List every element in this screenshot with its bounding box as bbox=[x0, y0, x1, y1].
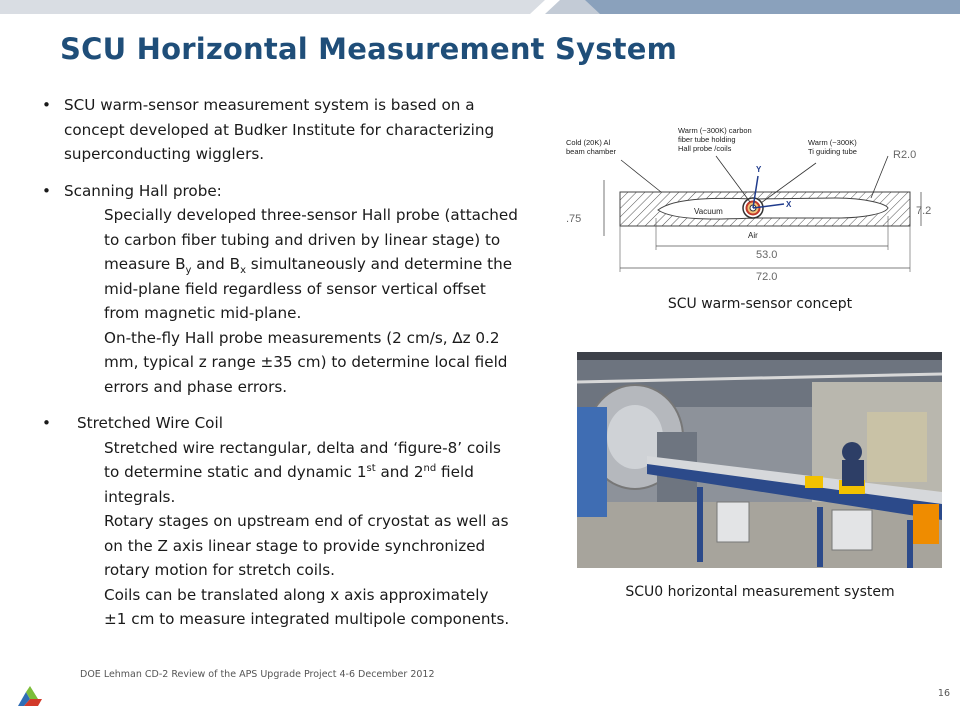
text-line bbox=[104, 252, 562, 277]
subscript: x bbox=[240, 265, 246, 277]
footer-text: DOE Lehman CD-2 Review of the APS Upgrade Project 4-6 December 2012 bbox=[80, 669, 435, 680]
text-run: to determine static and dynamic 1 bbox=[104, 463, 367, 481]
text-line: on the Z axis linear stage to provide synchronized bbox=[104, 536, 486, 555]
text-line: Stretched wire rectangular, delta and ‘figure-8’ coils bbox=[104, 438, 501, 457]
bullet-text: superconducting wigglers. bbox=[64, 145, 265, 163]
axis-x-label: X bbox=[786, 200, 792, 209]
text-line bbox=[104, 460, 562, 485]
label-air: Air bbox=[748, 231, 758, 240]
label-vacuum: Vacuum bbox=[694, 207, 723, 216]
bullet-text: concept developed at Budker Institute for characterizing bbox=[64, 120, 495, 139]
superscript: st bbox=[366, 462, 376, 474]
text-run: field bbox=[436, 463, 474, 481]
warm-sensor-diagram bbox=[566, 118, 938, 283]
slide-title: SCU Horizontal Measurement System bbox=[60, 32, 678, 66]
text-run: measure B bbox=[104, 255, 186, 273]
diagram-caption: SCU warm-sensor concept bbox=[667, 296, 853, 312]
text-line: mid-plane field regardless of sensor vertical offset bbox=[104, 279, 486, 298]
text-line: mm, typical z range ±35 cm) to determine local field bbox=[104, 353, 508, 371]
lab-photo bbox=[577, 352, 942, 568]
bullet-item-hall-probe bbox=[42, 179, 562, 400]
bullet-heading: Stretched Wire Coil bbox=[77, 414, 223, 432]
text-line: to carbon fiber tubing and driven by linear stage) to bbox=[104, 230, 501, 249]
text-run: and 2 bbox=[375, 463, 424, 481]
text-line: rotary motion for stretch coils. bbox=[104, 561, 335, 579]
bullet-content bbox=[42, 93, 562, 632]
label-left-dim: .75 bbox=[566, 213, 582, 225]
bullet-item-stretched-wire bbox=[42, 411, 562, 632]
text-line: from magnetic mid-plane. bbox=[104, 304, 302, 322]
subscript: y bbox=[185, 265, 192, 277]
label-ti-tube: Warm (~300K) Ti guiding tube bbox=[808, 138, 857, 156]
label-cold-chamber: Cold (20K) Al beam chamber bbox=[566, 138, 617, 156]
text-line: errors and phase errors. bbox=[104, 377, 288, 396]
text-run: and B bbox=[191, 255, 241, 273]
bullet-dot: • bbox=[42, 96, 51, 114]
bullet-dot: • bbox=[42, 181, 51, 200]
bullet-text: SCU warm-sensor measurement system is based on a bbox=[64, 96, 475, 114]
vacuum-slot bbox=[658, 198, 888, 219]
axis-y-label: Y bbox=[756, 165, 762, 174]
text-line: Rotary stages on upstream end of cryostat as well as bbox=[104, 512, 509, 530]
top-decorative-band bbox=[0, 0, 960, 22]
label-right-dim: 7.2 bbox=[916, 205, 932, 217]
text-run: simultaneously and determine the bbox=[245, 255, 513, 273]
label-radius: R2.0 bbox=[893, 149, 917, 161]
text-line: On-the-fly Hall probe measurements (2 cm/s, ∆z 0.2 bbox=[104, 328, 500, 347]
bullet-dot: • bbox=[42, 414, 51, 432]
text-line: Coils can be translated along x axis approximately bbox=[104, 585, 489, 604]
bullet-subtext bbox=[64, 436, 562, 632]
label-carbon-tube: Warm (~300K) carbon fiber tube holding Hall probe /coils bbox=[678, 126, 752, 153]
page-number: 16 bbox=[937, 688, 950, 699]
label-dim-outer: 72.0 bbox=[756, 271, 778, 283]
text-line: Specially developed three-sensor Hall probe (attached bbox=[104, 206, 518, 224]
photo-caption: SCU0 horizontal measurement system bbox=[625, 584, 895, 600]
superscript: nd bbox=[423, 462, 437, 474]
bullet-heading: Scanning Hall probe: bbox=[64, 181, 222, 200]
text-line: integrals. bbox=[104, 487, 176, 506]
text-line: ±1 cm to measure integrated multipole components. bbox=[104, 610, 510, 628]
label-dim-inner: 53.0 bbox=[756, 249, 778, 261]
bullet-item-concept bbox=[42, 93, 562, 167]
bullet-subtext bbox=[64, 203, 562, 399]
argonne-logo-icon bbox=[16, 686, 44, 708]
